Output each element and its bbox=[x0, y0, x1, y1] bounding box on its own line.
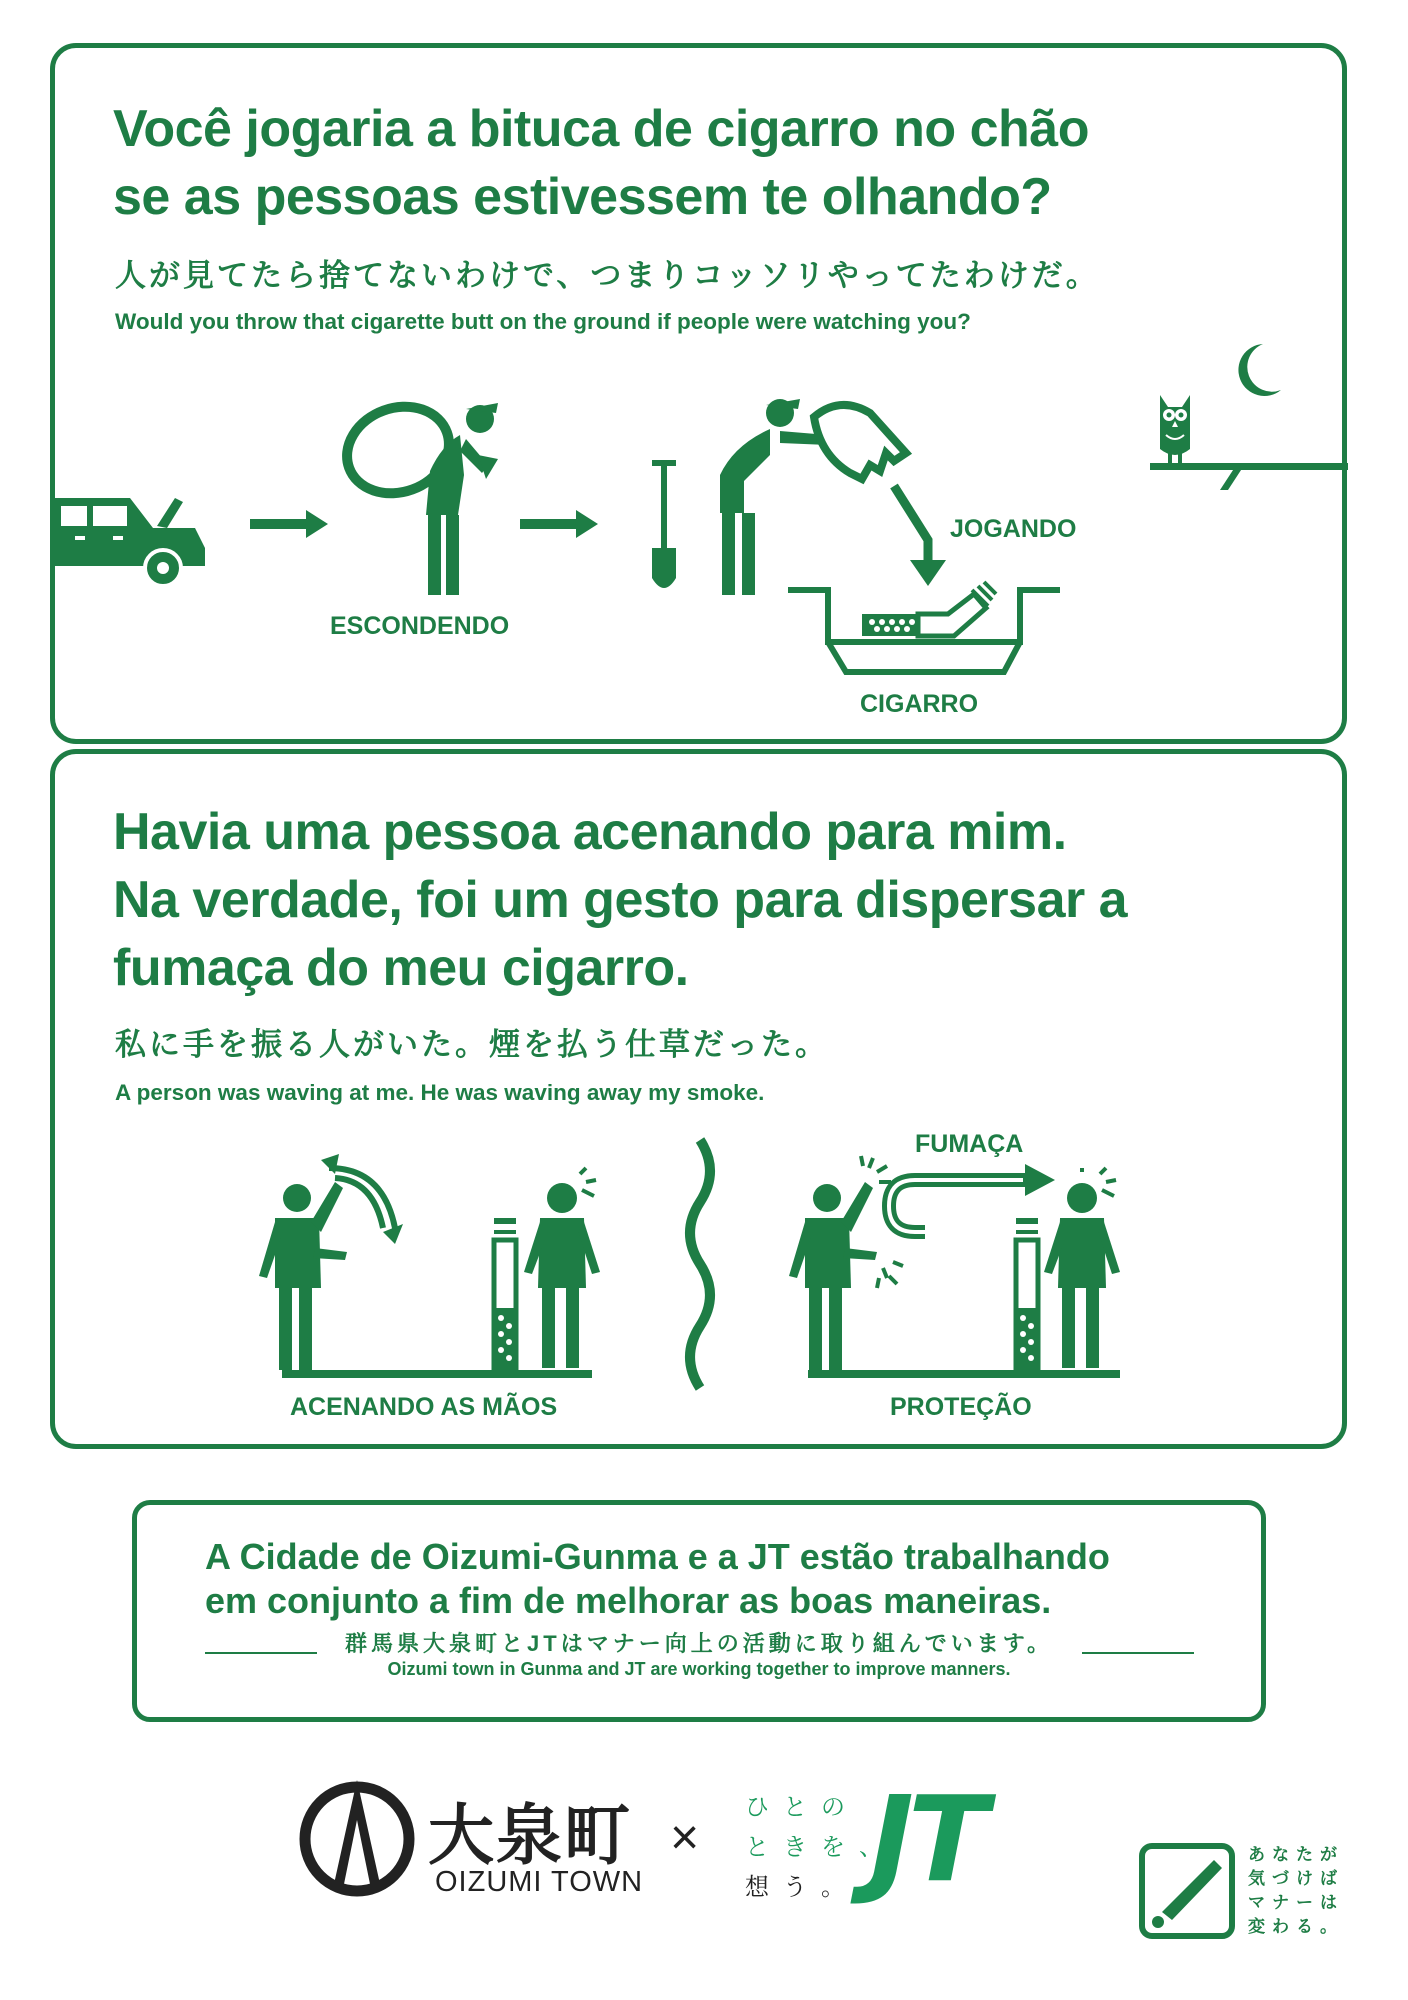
headline-line: Havia uma pessoa acenando para mim. bbox=[113, 803, 1067, 861]
person-standing-icon bbox=[522, 1168, 602, 1368]
panel2-english: A person was waving at me. He was waving away my smoke. bbox=[115, 1080, 765, 1105]
partnership-english: Oizumi town in Gunma and JT are working together to improve manners. bbox=[387, 1659, 1011, 1679]
shovel-icon bbox=[652, 460, 684, 595]
panel2-headline bbox=[113, 798, 1127, 1002]
panel1-japanese: 人が見てたら捨てないわけで、つまりコッソリやってたわけだ。 bbox=[115, 258, 1100, 293]
standing-cigarette-icon bbox=[490, 1218, 520, 1368]
tagline-line: 想う。 bbox=[745, 1874, 859, 1901]
label-throwing: JOGANDO bbox=[950, 515, 1077, 543]
headline-line: se as pessoas estivessem te olhando? bbox=[113, 168, 1052, 226]
label-cigarette: CIGARRO bbox=[860, 690, 979, 718]
tagline-line: ときを、 bbox=[745, 1834, 897, 1861]
owl-on-branch-icon bbox=[1140, 385, 1350, 495]
headline-line: Na verdade, foi um gesto para dispersar a bbox=[113, 871, 1128, 929]
person-waving-icon bbox=[255, 1148, 405, 1370]
slogan-line: マナーは bbox=[1248, 1893, 1344, 1912]
times-sign: × bbox=[670, 1809, 700, 1865]
ground-line bbox=[808, 1370, 1120, 1378]
oizumi-romaji: OIZUMI TOWN bbox=[435, 1866, 644, 1898]
manner-pen-icon bbox=[1138, 1842, 1236, 1940]
person-hiding-bag-icon bbox=[330, 395, 510, 595]
ground-line bbox=[282, 1370, 592, 1378]
partnership-line: em conjunto a fim de melhorar as boas maneiras. bbox=[205, 1580, 1052, 1621]
panel1-headline bbox=[113, 95, 1089, 231]
jt-logo: JT bbox=[870, 1770, 983, 1908]
wavy-divider bbox=[680, 1140, 720, 1390]
slogan-line: 変わる。 bbox=[1248, 1917, 1344, 1936]
tagline-line: ひとの bbox=[745, 1794, 859, 1821]
headline-line: Você jogaria a bituca de cigarro no chão bbox=[113, 100, 1089, 158]
arrow-icon bbox=[520, 508, 600, 540]
label-waving: ACENANDO AS MÃOS bbox=[290, 1393, 558, 1421]
oizumi-kanji: 大泉町 bbox=[428, 1798, 632, 1872]
partnership-portuguese bbox=[205, 1535, 1110, 1623]
arrow-icon bbox=[250, 508, 330, 540]
manner-slogan bbox=[1248, 1843, 1344, 1939]
panel2-japanese: 私に手を振る人がいた。煙を払う仕草だった。 bbox=[115, 1027, 829, 1062]
ditch-with-cigarette-icon bbox=[788, 586, 1060, 674]
partnership-japanese: 群馬県大泉町とJTはマナー向上の活動に取り組んでいます。 bbox=[345, 1631, 1053, 1656]
standing-cigarette-icon bbox=[1012, 1218, 1042, 1368]
headline-line: fumaça do meu cigarro. bbox=[113, 939, 689, 997]
label-smoke: FUMAÇA bbox=[915, 1130, 1024, 1158]
car-icon bbox=[55, 488, 213, 588]
label-hiding: ESCONDENDO bbox=[330, 612, 510, 640]
label-protection: PROTEÇÃO bbox=[890, 1393, 1032, 1421]
partnership-line: A Cidade de Oizumi-Gunma e a JT estão trabalhando bbox=[205, 1536, 1110, 1577]
slogan-line: 気づけば bbox=[1248, 1869, 1344, 1888]
oizumi-town-emblem-icon bbox=[298, 1780, 416, 1898]
slogan-line: あなたが bbox=[1248, 1845, 1344, 1864]
person-standing-icon bbox=[1042, 1168, 1122, 1368]
panel1-english: Would you throw that cigarette butt on the ground if people were watching you? bbox=[115, 309, 971, 334]
